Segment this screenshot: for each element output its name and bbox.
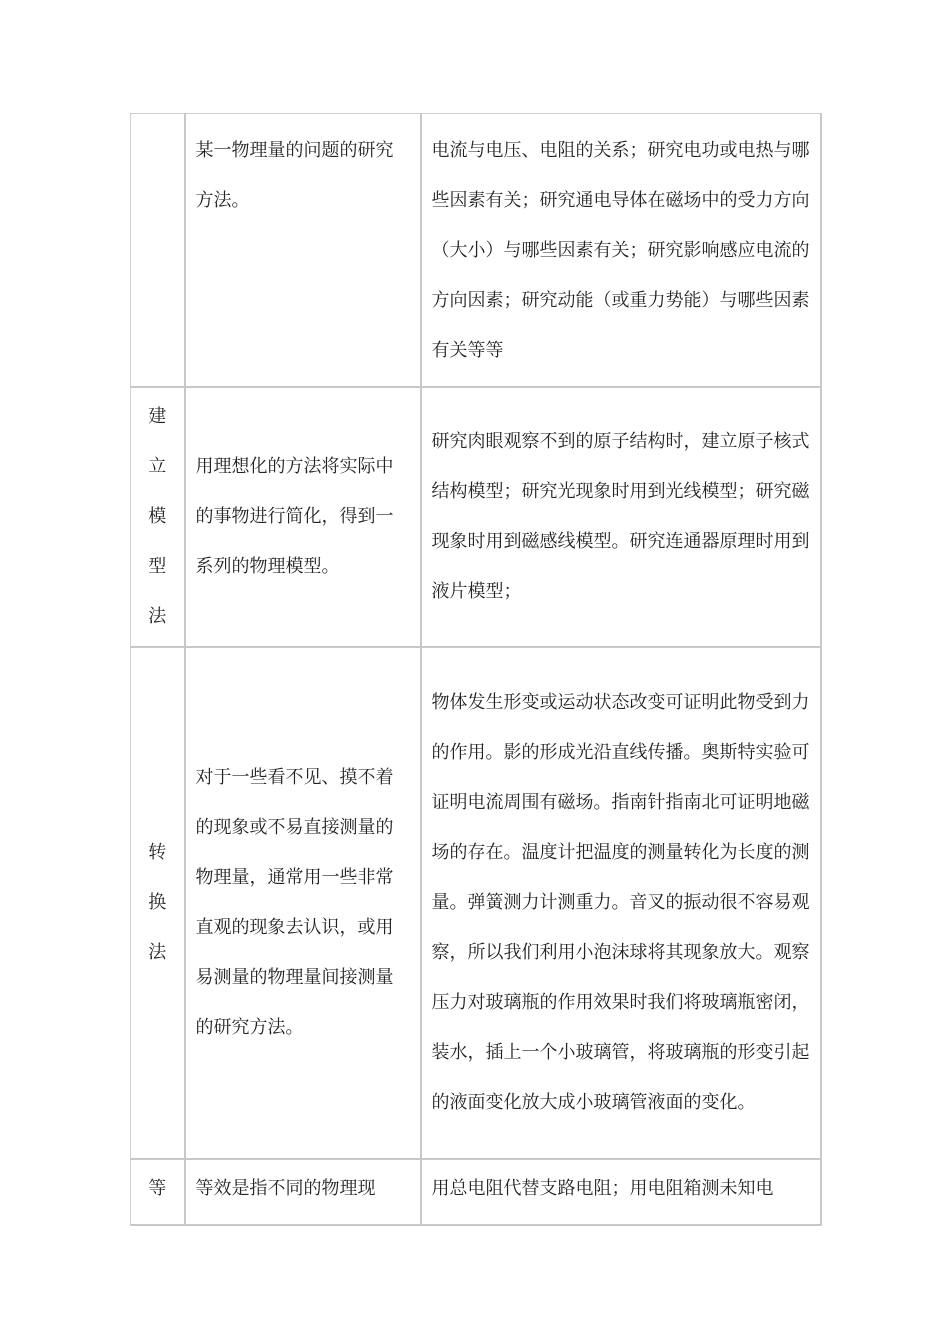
examples-cell bbox=[421, 114, 821, 388]
method-name: 转换法 bbox=[148, 842, 167, 963]
table-row bbox=[131, 1159, 821, 1225]
definition-cell bbox=[185, 1159, 421, 1225]
method-examples: 研究肉眼观察不到的原子结构时，建立原子核式结构模型；研究光现象时用到光线模型；研究磁现象时用到磁感线模型。研究连通器原理时用到液片模型； bbox=[431, 431, 810, 602]
examples-cell bbox=[421, 1159, 821, 1225]
table-row bbox=[131, 647, 821, 1159]
method-definition: 用理想化的方法将实际中的事物进行简化，得到一系列的物理模型。 bbox=[195, 456, 394, 577]
method-definition: 某一物理量的问题的研究方法。 bbox=[195, 140, 394, 211]
method-examples: 电流与电压、电阻的关系；研究电功或电热与哪些因素有关；研究通电导体在磁场中的受力方向（大小）与哪些因素有关；研究影响感应电流的方向因素；研究动能（或重力势能）与哪些因素有关等等 bbox=[431, 140, 810, 361]
examples-cell bbox=[421, 387, 821, 647]
definition-cell bbox=[185, 114, 421, 388]
methods-table bbox=[130, 113, 822, 1226]
definition-cell bbox=[185, 647, 421, 1159]
method-name-cell bbox=[131, 114, 185, 388]
table-row bbox=[131, 114, 821, 388]
method-definition: 等效是指不同的物理现 bbox=[195, 1178, 376, 1199]
method-examples: 用总电阻代替支路电阻；用电阻箱测未知电 bbox=[431, 1178, 774, 1199]
definition-cell bbox=[185, 387, 421, 647]
method-name-cell bbox=[131, 387, 185, 647]
method-name: 等 bbox=[148, 1178, 167, 1199]
table-row bbox=[131, 387, 821, 647]
method-name: 建立模型法 bbox=[148, 406, 167, 627]
method-name-cell bbox=[131, 1159, 185, 1225]
method-definition: 对于一些看不见、摸不着的现象或不易直接测量的物理量，通常用一些非常直观的现象去认识，或用易测量的物理量间接测量的研究方法。 bbox=[195, 767, 394, 1038]
method-examples: 物体发生形变或运动状态改变可证明此物受到力的作用。影的形成光沿直线传播。奥斯特实验可证明电流周围有磁场。指南针指南北可证明地磁场的存在。温度计把温度的测量转化为长度的测量。弹簧测力计测重力。音叉的振动很不容易观察，所以我们利用小泡沫球将其现象放大。观察压力对玻璃瓶的作用效果时我们将玻璃瓶密闭，装水，插上一个小玻璃管，将玻璃瓶的形变引起的液面变化放大成小玻璃管液面的变化。 bbox=[431, 692, 810, 1113]
examples-cell bbox=[421, 647, 821, 1159]
method-name-cell bbox=[131, 647, 185, 1159]
